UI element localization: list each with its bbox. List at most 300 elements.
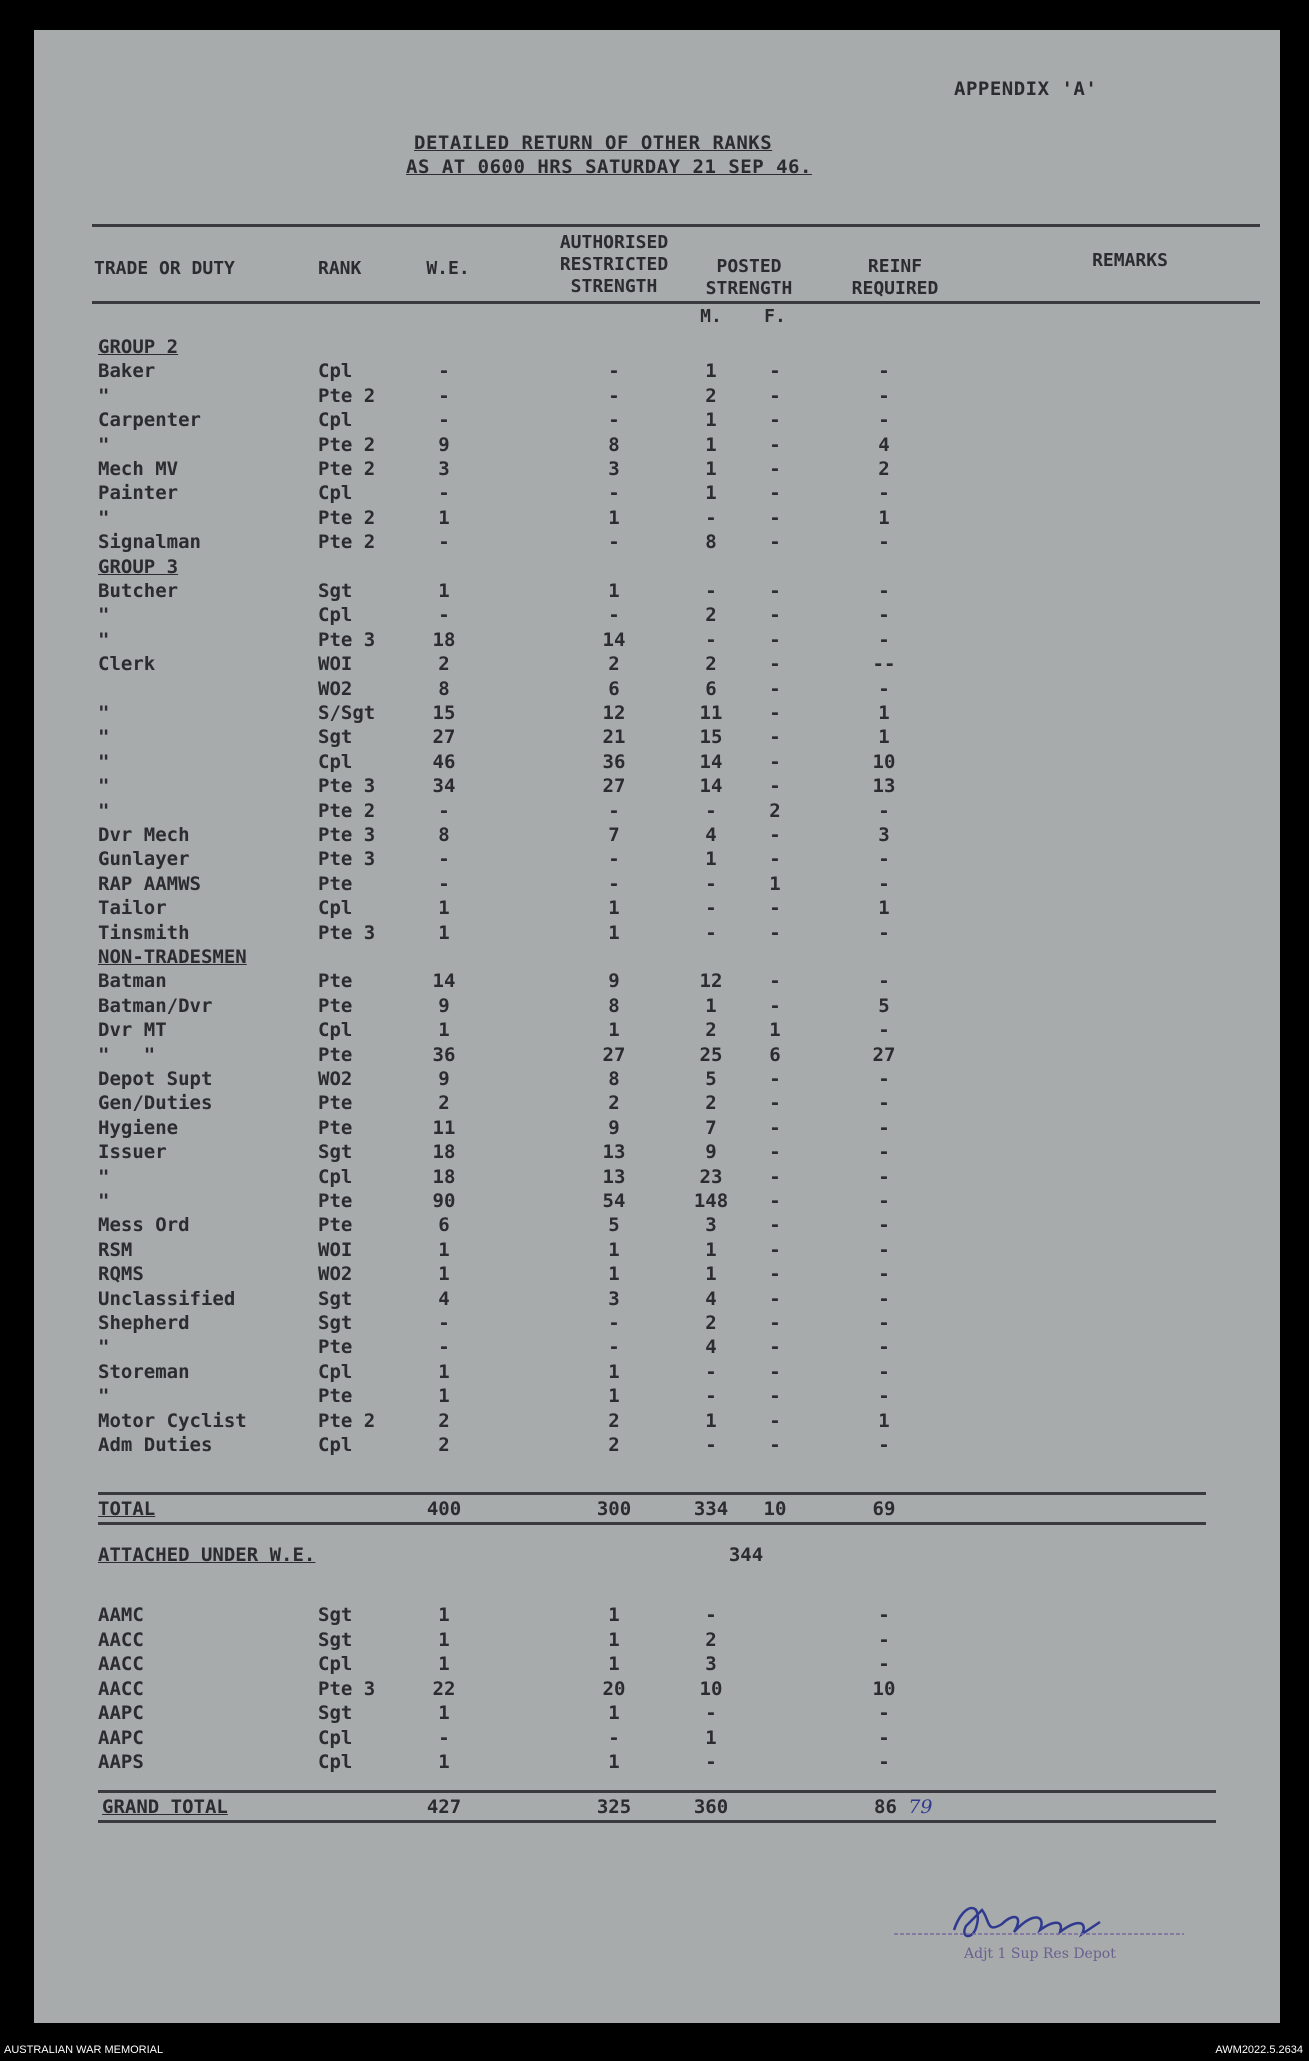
cell-rank: Pte 2 [318, 458, 376, 480]
cell-m: 6 [705, 677, 717, 700]
cell-m: 2 [705, 1628, 717, 1651]
cell-m: 12 [699, 970, 723, 993]
cell-f: - [769, 433, 781, 456]
table-row [34, 1117, 1280, 1141]
total-f: 10 [763, 1498, 787, 1520]
cell-auth: 1 [608, 1360, 620, 1383]
cell-f: - [769, 1263, 781, 1286]
cell-reinf: 3 [878, 824, 890, 846]
cell-m: 11 [699, 702, 723, 724]
cell-reinf: - [878, 1068, 890, 1090]
table-row [34, 1263, 1280, 1287]
cell-reinf: - [878, 1019, 890, 1042]
attached-posted-sum: 344 [728, 1544, 764, 1566]
cell-we: - [438, 604, 450, 627]
cell-we: - [438, 360, 450, 383]
cell-we: - [438, 1726, 450, 1749]
cell-trade: " [98, 628, 110, 651]
cell-f: - [769, 702, 781, 724]
cell-m: 2 [705, 604, 717, 627]
cell-m: 14 [699, 750, 723, 773]
cell-reinf: - [878, 921, 890, 944]
cell-trade: " [98, 726, 110, 749]
cell-trade: Dvr MT [98, 1019, 167, 1042]
cell-m: 2 [705, 1019, 717, 1042]
cell-trade: AAPC [98, 1702, 144, 1724]
table-row [34, 1239, 1280, 1263]
cell-we: 1 [438, 1019, 450, 1042]
attached-row [34, 1678, 1280, 1702]
cell-we: 46 [432, 750, 456, 773]
grand-total-we: 427 [426, 1796, 462, 1818]
cell-auth: - [608, 531, 620, 554]
cell-f: - [769, 1312, 781, 1334]
cell-auth: 14 [602, 628, 626, 651]
grand-total-top-rule [98, 1790, 1216, 1793]
cell-auth: 2 [608, 653, 620, 676]
cell-f: - [769, 628, 781, 651]
cell-auth: 8 [608, 994, 620, 1017]
cell-trade: RSM [98, 1238, 133, 1261]
cell-we: 1 [438, 1751, 450, 1773]
cell-auth: 1 [608, 580, 620, 602]
cell-m: 2 [705, 384, 717, 407]
cell-rank: Pte 3 [318, 921, 376, 944]
cell-trade: Butcher [98, 580, 179, 602]
total-row [34, 1498, 1280, 1522]
cell-reinf: - [878, 1092, 890, 1115]
cell-f: - [769, 360, 781, 383]
cell-reinf: 1 [878, 506, 890, 529]
cell-we: 8 [438, 824, 450, 846]
table-row [34, 775, 1280, 799]
cell-m: 4 [705, 1287, 717, 1310]
table-row [34, 1288, 1280, 1312]
cell-trade: Storeman [98, 1360, 190, 1383]
cell-we: - [438, 848, 450, 871]
cell-rank: Pte [318, 1116, 353, 1139]
group-heading: GROUP 2 [98, 336, 179, 358]
cell-m: 15 [699, 726, 723, 749]
cell-trade: Painter [98, 482, 179, 505]
cell-rank: WO2 [318, 1068, 353, 1090]
cell-trade: AACC [98, 1653, 144, 1675]
cell-reinf: - [878, 1434, 890, 1456]
cell-reinf: 27 [872, 1043, 896, 1066]
table-row [34, 970, 1280, 994]
attached-row [34, 1604, 1280, 1628]
cell-we: 2 [438, 653, 450, 676]
cell-reinf: - [878, 1628, 890, 1651]
cell-rank: WOI [318, 653, 353, 676]
cell-we: 15 [432, 702, 456, 724]
page-subtitle: AS AT 0600 HRS SATURDAY 21 SEP 46. [406, 156, 812, 178]
cell-trade: AAPS [98, 1751, 144, 1773]
cell-we: - [438, 384, 450, 407]
cell-auth: 12 [602, 702, 626, 724]
cell-rank: Cpl [318, 482, 353, 505]
cell-auth: 8 [608, 1068, 620, 1090]
total-bottom-rule [98, 1522, 1206, 1525]
cell-we: 36 [432, 1043, 456, 1066]
cell-reinf: - [878, 1360, 890, 1383]
grand-total-label: GRAND TOTAL [102, 1796, 228, 1818]
cell-trade: Gunlayer [98, 848, 190, 871]
cell-rank: Pte [318, 872, 353, 895]
cell-m: 1 [705, 482, 717, 505]
grand-total-auth: 325 [596, 1796, 632, 1818]
cell-we: 9 [438, 1068, 450, 1090]
cell-rank: Sgt [318, 1141, 353, 1164]
cell-m: - [705, 1604, 717, 1626]
total-label: TOTAL [98, 1498, 156, 1520]
cell-rank: Pte 3 [318, 775, 376, 798]
cell-we: - [438, 531, 450, 554]
table-row [34, 434, 1280, 458]
cell-reinf: -- [872, 653, 896, 676]
table-row [34, 1019, 1280, 1043]
cell-m: 2 [705, 653, 717, 676]
cell-we: 11 [432, 1116, 456, 1139]
cell-auth: - [608, 482, 620, 505]
col-rank-header: RANK [318, 258, 362, 279]
cell-trade: Tailor [98, 897, 167, 920]
cell-reinf: - [878, 799, 890, 822]
cell-m: - [705, 872, 717, 895]
cell-rank: Pte [318, 1092, 353, 1115]
cell-trade: Gen/Duties [98, 1092, 213, 1115]
cell-we: 90 [432, 1190, 456, 1212]
cell-auth: 1 [608, 506, 620, 529]
cell-trade: Adm Duties [98, 1434, 213, 1456]
page-title: DETAILED RETURN OF OTHER RANKS [414, 132, 773, 154]
cell-f: - [769, 970, 781, 993]
cell-f: 2 [769, 799, 781, 822]
cell-auth: - [608, 360, 620, 383]
cell-auth: - [608, 1336, 620, 1359]
cell-trade: " [98, 702, 110, 724]
group-heading: NON-TRADESMEN [98, 946, 247, 968]
cell-rank: Pte 2 [318, 1409, 376, 1432]
cell-f: - [769, 384, 781, 407]
cell-reinf: - [878, 531, 890, 554]
cell-reinf: - [878, 1190, 890, 1212]
col-trade-header: TRADE OR DUTY [94, 258, 235, 279]
attached-row [34, 1702, 1280, 1726]
cell-m: 4 [705, 824, 717, 846]
cell-trade: RAP AAMWS [98, 872, 201, 895]
cell-auth: - [608, 1312, 620, 1334]
cell-we: 1 [438, 897, 450, 920]
cell-f: - [769, 1238, 781, 1261]
cell-m: 1 [705, 1409, 717, 1432]
cell-auth: 9 [608, 970, 620, 993]
cell-rank: Cpl [318, 1165, 353, 1188]
cell-f: - [769, 458, 781, 480]
cell-auth: 13 [602, 1165, 626, 1188]
cell-trade: Batman [98, 970, 167, 993]
cell-auth: 54 [602, 1190, 626, 1212]
cell-f: - [769, 409, 781, 432]
cell-we: 1 [438, 1238, 450, 1261]
table-row [34, 1312, 1280, 1336]
cell-trade: " [98, 433, 110, 456]
cell-f: - [769, 1068, 781, 1090]
cell-we: 18 [432, 1141, 456, 1164]
cell-rank: WO2 [318, 1263, 353, 1286]
cell-rank: Pte [318, 1385, 353, 1408]
table-row [34, 385, 1280, 409]
cell-rank: Sgt [318, 1287, 353, 1310]
cell-reinf: - [878, 360, 890, 383]
cell-f: - [769, 677, 781, 700]
cell-rank: Cpl [318, 1653, 353, 1675]
cell-rank: Cpl [318, 1726, 353, 1749]
cell-trade: Dvr Mech [98, 824, 190, 846]
appendix-label: APPENDIX 'A' [954, 78, 1098, 100]
cell-reinf: 1 [878, 702, 890, 724]
cell-m: 3 [705, 1653, 717, 1675]
footer-accession-id: AWM2022.5.2634 [1215, 2044, 1303, 2056]
cell-rank: Sgt [318, 1604, 353, 1626]
cell-trade: " [98, 1165, 110, 1188]
cell-auth: 7 [608, 824, 620, 846]
cell-rank: Pte [318, 1043, 353, 1066]
cell-rank: Cpl [318, 750, 353, 773]
cell-f: - [769, 653, 781, 676]
cell-reinf: - [878, 482, 890, 505]
cell-trade: Carpenter [98, 409, 201, 432]
cell-we: 1 [438, 1385, 450, 1408]
cell-f: - [769, 1092, 781, 1115]
cell-we: 3 [438, 458, 450, 480]
cell-auth: 36 [602, 750, 626, 773]
cell-f: - [769, 1141, 781, 1164]
cell-reinf: - [878, 1312, 890, 1334]
cell-rank: Pte 3 [318, 824, 376, 846]
cell-auth: 13 [602, 1141, 626, 1164]
cell-reinf: - [878, 848, 890, 871]
cell-rank: Cpl [318, 604, 353, 627]
cell-m: 1 [705, 1726, 717, 1749]
cell-f: - [769, 1190, 781, 1212]
footer-credit: AUSTRALIAN WAR MEMORIAL [4, 2044, 164, 2056]
cell-reinf: - [878, 384, 890, 407]
table-row [34, 824, 1280, 848]
cell-we: 1 [438, 1653, 450, 1675]
cell-trade: Shepherd [98, 1312, 190, 1334]
cell-rank: Cpl [318, 1434, 353, 1456]
cell-rank: Cpl [318, 1360, 353, 1383]
cell-m: - [705, 628, 717, 651]
cell-auth: 1 [608, 1238, 620, 1261]
cell-we: 1 [438, 580, 450, 602]
cell-trade: AAPC [98, 1726, 144, 1749]
cell-rank: Cpl [318, 1751, 353, 1773]
group-heading-row [34, 336, 1280, 360]
cell-reinf: 1 [878, 1409, 890, 1432]
cell-we: 1 [438, 506, 450, 529]
cell-rank: S/Sgt [318, 702, 376, 724]
cell-trade: Clerk [98, 653, 156, 676]
cell-auth: 20 [602, 1677, 626, 1700]
table-row [34, 507, 1280, 531]
grand-total-reinf [874, 1796, 933, 1818]
cell-auth: 1 [608, 1702, 620, 1724]
cell-we: 1 [438, 1604, 450, 1626]
cell-reinf: - [878, 872, 890, 895]
grand-total-m: 360 [693, 1796, 729, 1818]
cell-reinf: 13 [872, 775, 896, 798]
table-row [34, 1410, 1280, 1434]
group-heading: GROUP 3 [98, 555, 179, 578]
cell-f: - [769, 1165, 781, 1188]
col-f-header: F. [764, 306, 786, 327]
cell-m: 7 [705, 1116, 717, 1139]
table-row [34, 702, 1280, 726]
cell-m: - [705, 897, 717, 920]
table-row [34, 629, 1280, 653]
cell-rank: Pte [318, 994, 353, 1017]
cell-trade: Mess Ord [98, 1214, 190, 1237]
cell-reinf: 1 [878, 897, 890, 920]
cell-trade: AAMC [98, 1604, 144, 1626]
cell-m: 1 [705, 433, 717, 456]
cell-reinf: - [878, 1214, 890, 1237]
cell-m: - [705, 1360, 717, 1383]
cell-we: - [438, 482, 450, 505]
cell-rank: Pte 3 [318, 1677, 376, 1700]
cell-reinf: 2 [878, 458, 890, 480]
cell-m: 5 [705, 1068, 717, 1090]
cell-m: 1 [705, 409, 717, 432]
cell-f: - [769, 1434, 781, 1456]
cell-reinf: - [878, 1165, 890, 1188]
cell-reinf: - [878, 1238, 890, 1261]
attached-heading-row [34, 1544, 1280, 1568]
table-row [34, 922, 1280, 946]
cell-rank: Pte 3 [318, 848, 376, 871]
total-we: 400 [426, 1498, 462, 1520]
total-reinf: 69 [872, 1498, 896, 1520]
cell-auth: 21 [602, 726, 626, 749]
cell-trade: " [98, 506, 110, 529]
cell-rank: Pte [318, 1190, 353, 1212]
cell-rank: Pte 2 [318, 531, 376, 554]
cell-f: - [769, 775, 781, 798]
table-row [34, 800, 1280, 824]
cell-we: - [438, 799, 450, 822]
cell-f: - [769, 1214, 781, 1237]
cell-m: 14 [699, 775, 723, 798]
cell-rank: Sgt [318, 1702, 353, 1724]
cell-we: 1 [438, 921, 450, 944]
cell-trade: Baker [98, 360, 156, 383]
cell-reinf: 4 [878, 433, 890, 456]
cell-auth: 1 [608, 1385, 620, 1408]
cell-trade: Signalman [98, 531, 201, 554]
cell-reinf: - [878, 1653, 890, 1675]
cell-rank: Pte 2 [318, 799, 376, 822]
cell-rank: Pte 2 [318, 433, 376, 456]
cell-we: 18 [432, 1165, 456, 1188]
cell-f: - [769, 1409, 781, 1432]
cell-rank: Sgt [318, 726, 353, 749]
cell-m: 8 [705, 531, 717, 554]
cell-we: 14 [432, 970, 456, 993]
table-row [34, 678, 1280, 702]
cell-m: 4 [705, 1336, 717, 1359]
cell-auth: 27 [602, 1043, 626, 1066]
cell-reinf: 10 [872, 750, 896, 773]
cell-f: - [769, 531, 781, 554]
table-row [34, 995, 1280, 1019]
cell-m: - [705, 1702, 717, 1724]
cell-reinf: 10 [872, 1677, 896, 1700]
cell-rank: Pte 2 [318, 506, 376, 529]
col-posted-header: POSTED STRENGTH [705, 256, 793, 299]
cell-auth: 1 [608, 1751, 620, 1773]
cell-f: - [769, 1385, 781, 1408]
cell-m: - [705, 921, 717, 944]
cell-m: 2 [705, 1312, 717, 1334]
cell-auth: 1 [608, 1628, 620, 1651]
cell-auth: 1 [608, 1263, 620, 1286]
table-row [34, 1092, 1280, 1116]
col-m-header: M. [700, 306, 722, 327]
cell-we: 6 [438, 1214, 450, 1237]
cell-auth: 5 [608, 1214, 620, 1237]
cell-trade: Issuer [98, 1141, 167, 1164]
table-row [34, 409, 1280, 433]
cell-rank: Sgt [318, 1312, 353, 1334]
cell-m: 3 [705, 1214, 717, 1237]
cell-we: - [438, 872, 450, 895]
cell-auth: 3 [608, 458, 620, 480]
cell-m: 1 [705, 458, 717, 480]
cell-rank: Pte 3 [318, 628, 376, 651]
cell-auth: 1 [608, 897, 620, 920]
table-row [34, 1385, 1280, 1409]
cell-trade: AACC [98, 1628, 144, 1651]
cell-f: 1 [769, 1019, 781, 1042]
cell-auth: 9 [608, 1116, 620, 1139]
cell-trade: RQMS [98, 1263, 144, 1286]
cell-trade: Unclassified [98, 1287, 236, 1310]
cell-reinf: - [878, 1751, 890, 1773]
grand-total-reinf-correction: 79 [908, 1796, 933, 1818]
cell-trade: " [98, 1385, 110, 1408]
cell-f: - [769, 848, 781, 871]
cell-we: - [438, 1312, 450, 1334]
cell-auth: 3 [608, 1287, 620, 1310]
cell-f: - [769, 482, 781, 505]
cell-we: 2 [438, 1409, 450, 1432]
cell-we: 2 [438, 1092, 450, 1115]
cell-f: - [769, 750, 781, 773]
table-row [34, 1141, 1280, 1165]
cell-f: - [769, 1360, 781, 1383]
cell-f: - [769, 1287, 781, 1310]
cell-we: 9 [438, 433, 450, 456]
cell-m: 10 [699, 1677, 723, 1700]
cell-m: 23 [699, 1165, 723, 1188]
cell-m: 1 [705, 360, 717, 383]
cell-auth: - [608, 384, 620, 407]
cell-we: 8 [438, 677, 450, 700]
header-top-rule [92, 224, 1260, 227]
cell-auth: 1 [608, 1653, 620, 1675]
